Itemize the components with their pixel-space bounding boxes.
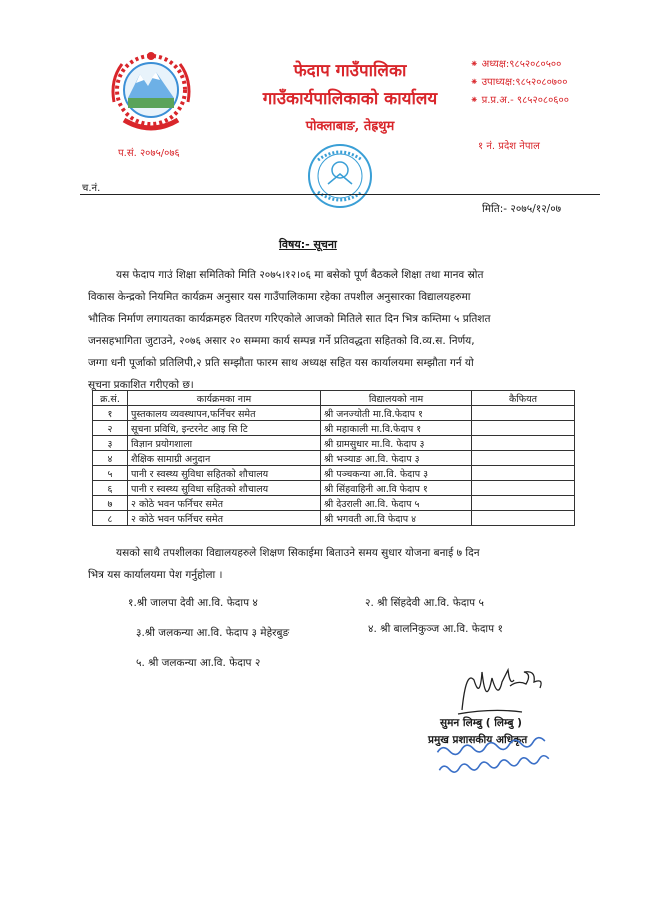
row-number: ८ [93,511,128,526]
program-name: २ कोठे भवन फर्निचर समेत [128,511,321,526]
table-row [93,451,575,466]
reference-number: च.नं. [82,183,101,194]
table-header-row [93,391,575,406]
school-list-item: ५. श्री जलकन्या आ.वि. फेदाप २ [136,657,261,669]
nepal-emblem [106,50,196,136]
school-name: श्री सिंहवाहिनी आ.वि फेदाप १ [321,481,472,496]
school-list-item: २. श्री सिंहदेवी आ.वि. फेदाप ५ [365,597,484,609]
bullet-icon: ⁕ [470,77,482,88]
subject-line: विषय:- सूचना [279,238,337,251]
program-table-wrapper [92,390,575,526]
school-name: श्री पञ्चकन्या आ.वि. फेदाप ३ [321,466,472,481]
body-line: जनसहभागिता जुटाउने, २०७६ असार २० सम्ममा कार्य सम्पन्न गर्ने प्रतिवद्धता सहितको वि.व्य.स. निर्णय, [88,335,475,347]
row-number: २ [93,421,128,436]
signatory-name: सुमन लिम्बु ( लिम्बु ) [440,717,522,729]
column-header: विद्यालयको नाम [321,391,472,406]
program-name: पानी र स्वस्थ्य सुविधा सहितको शौचालय [128,466,321,481]
column-header: कैफियत [472,391,575,406]
name-stamp [428,728,568,780]
program-name: पुस्तकालय व्यवस्थापन,फर्निचर समेत [128,406,321,421]
table-row [93,496,575,511]
body-line: यस फेदाप गाउं शिक्षा समितिको मिति २०७५।१२।०६ मा बसेको पूर्ण बैठकले शिक्षा तथा मानव स्रोत [116,269,484,281]
column-header: कार्यक्रमका नाम [128,391,321,406]
table-row [93,511,575,526]
program-table [92,390,575,526]
program-name: शैक्षिक सामाग्री अनुदान [128,451,321,466]
bullet-icon: ⁕ [470,59,482,70]
remarks [472,421,575,436]
program-name: विज्ञान प्रयोगशाला [128,436,321,451]
table-row [93,436,575,451]
remarks [472,481,575,496]
bullet-icon: ⁕ [470,95,482,106]
row-number: ४ [93,451,128,466]
province-label: १ नं. प्रदेश नेपाल [478,141,540,152]
body-line: सूचना प्रकाशित गरीएको छ। [88,379,194,391]
body-line: जग्गा धनी पूर्जाको प्रतिलिपी,२ प्रति सम्झौता फारम साथ अध्यक्ष सहित यस कार्यालयमा सम्झौता गर्न यो [88,357,474,369]
school-name: श्री भगवती आ.वि फेदाप ४ [321,511,472,526]
remarks [472,406,575,421]
remarks [472,436,575,451]
notice-body [88,264,610,396]
school-name: श्री भञ्याङ आ.वि. फेदाप ३ [321,451,472,466]
school-name: श्री जनज्योती मा.वि.फेदाप १ [321,406,472,421]
table-row [93,406,575,421]
row-number: ७ [93,496,128,511]
office-subtitle: गाउँकार्यपालिकाको कार्यालय [262,89,438,109]
table-row [93,466,575,481]
signatory-title: प्रमुख प्रशासकीय अधिकृत [428,734,528,746]
office-location: पोक्लाबाङ, तेह्रथुम [305,119,395,134]
remarks [472,496,575,511]
program-name: २ कोठे भवन फर्निचर समेत [128,496,321,511]
contact-cao: ⁕ प्र.प्र.अ.- ९८५२०८०६०० [470,95,569,106]
instruction-text [88,542,610,586]
remarks [472,466,575,481]
office-stamp [304,140,376,212]
row-number: ५ [93,466,128,481]
instruction-line: यसको साथै तपशीलका विद्यालयहरुले शिक्षण सिकाईमा बिताउने समय सुधार योजना बनाई ७ दिन [116,547,480,559]
column-header: क्र.सं. [93,391,128,406]
row-number: १ [93,406,128,421]
program-name: पानी र स्वस्थ्य सुविधा सहितको शौचालय [128,481,321,496]
school-list-item: ४. श्री बालनिकुञ्ज आ.वि. फेदाप १ [368,623,503,635]
remarks [472,511,575,526]
school-list-item: १.श्री जालपा देवी आ.वि. फेदाप ४ [128,597,258,609]
signature [452,660,552,720]
row-number: ६ [93,481,128,496]
school-name: श्री ग्रामसुधार मा.वि. फेदाप ३ [321,436,472,451]
body-line: भौतिक निर्माण लगायतका कार्यक्रमहरु वितरण गरिएकोले आजको मितिले सात दिन भित्र कम्तिमा ५ प्रतिशत [88,313,491,325]
school-name: श्री महाकाली मा.वि.फेदाप १ [321,421,472,436]
office-name: फेदाप गाउँपालिका [293,61,407,81]
header-divider [80,194,600,195]
row-number: ३ [93,436,128,451]
contact-chairperson: ⁕ अध्यक्ष:९८५२०८०५०० [470,59,562,70]
letter-date: मिति:- २०७५/१२/०७ [482,203,562,215]
school-name: श्री देउराली आ.वि. फेदाप ५ [321,496,472,511]
fiscal-year: प.सं. २०७५/०७६ [118,148,180,159]
program-name: सूचना प्रविधि, इन्टरनेट आइ सि टि [128,421,321,436]
table-row [93,421,575,436]
table-row [93,481,575,496]
body-line: विकास केन्द्रको नियमित कार्यक्रम अनुसार यस गाउँपालिकामा रहेका तपशील अनुसारका विद्यालयहरुमा [88,291,471,303]
school-list-item: ३.श्री जलकन्या आ.वि. फेदाप ३ मेहेरबुङ [136,627,290,639]
remarks [472,451,575,466]
contact-vice-chair: ⁕ उपाध्यक्ष:९८५२०८०७०० [470,77,568,88]
instruction-line: भित्र यस कार्यालयमा पेश गर्नुहोला । [88,569,223,581]
